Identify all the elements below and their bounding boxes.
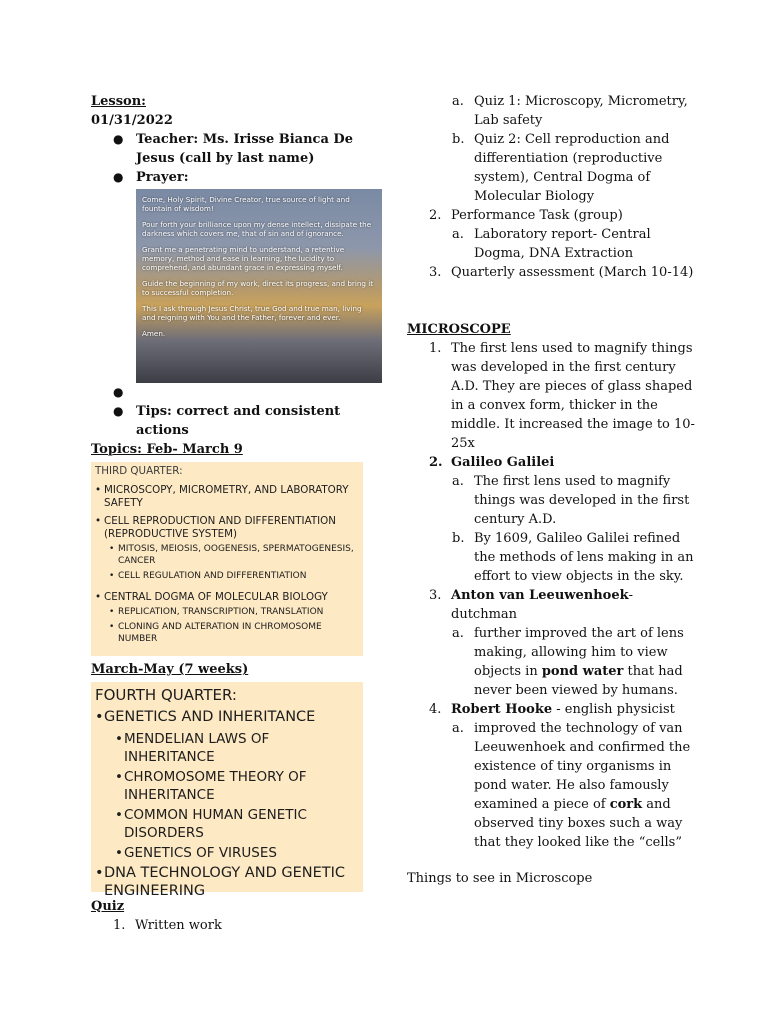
topic-text: MICROSCOPY, MICROMETRY, AND LABORATORY SAFETY	[104, 484, 349, 509]
leeuwenhoek-name: Anton van Leeuwenhoek	[451, 588, 629, 603]
empty-bullet	[91, 383, 371, 402]
march-may-heading: March-May (7 weeks)	[91, 662, 249, 677]
fourth-quarter-title: FOURTH QUARTER:	[95, 686, 237, 704]
topic-subitem	[95, 607, 359, 619]
bullet-dot: •	[95, 865, 104, 881]
bullet-dot: •	[109, 544, 115, 554]
text-run: and observed tiny boxes such a way that they looked like the “cells”	[474, 797, 683, 850]
bullet-dot: ●	[113, 170, 124, 184]
bullet-dot: •	[95, 590, 102, 603]
topic-text: CENTRAL DOGMA OF MOLECULAR BIOLOGY	[104, 590, 328, 603]
written-work: Written work	[135, 918, 222, 933]
bullet-dot: •	[115, 845, 123, 861]
leeuwenhoek-line	[451, 586, 697, 624]
lesson-heading: Lesson:	[91, 94, 146, 109]
tips-text: Tips: correct and consistent actions	[136, 404, 341, 438]
galileo-sublist	[407, 472, 697, 586]
topic-subtext: COMMON HUMAN GENETIC DISORDERS	[124, 807, 307, 841]
left-column	[91, 92, 374, 935]
prayer-line: Grant me a penetrating mind to understand, a retentive memory, method and ease in learning, the lucidity to comprehend, and abundant grace in expressing myself.	[142, 245, 345, 272]
list-item	[91, 916, 371, 935]
topic-text: DNA TECHNOLOGY AND GENETIC ENGINEERING	[104, 865, 346, 899]
bullet-dot: ●	[113, 385, 124, 399]
text-run: further improved the art of lens making, allowing him to view objects in	[474, 626, 684, 679]
list-item	[452, 225, 697, 263]
leeuwenhoek-sublist	[407, 624, 697, 700]
bullet-dot: ●	[113, 132, 124, 146]
list-item	[407, 586, 697, 624]
bullet-dot: •	[95, 484, 102, 496]
bullet-dot: •	[115, 769, 123, 785]
hooke-desc: - english physicist	[552, 702, 675, 717]
topic-text: CELL REPRODUCTION AND DIFFERENTIATION (REPRODUCTIVE SYSTEM)	[104, 515, 336, 540]
right-column	[407, 92, 697, 888]
list-number: 1.	[429, 341, 442, 356]
list-number: 2.	[429, 455, 443, 470]
hooke-name: Robert Hooke	[451, 702, 553, 717]
list-letter: b.	[452, 132, 465, 147]
topic-subitem	[95, 844, 359, 862]
list-letter: a.	[452, 626, 464, 641]
prayer-line: Guide the beginning of my work, direct its progress, and bring it to successful completion.	[142, 279, 374, 297]
list-letter: a.	[452, 94, 464, 109]
list-number: 4.	[429, 702, 442, 717]
list-number: 1.	[113, 918, 126, 933]
topic-subtext: MENDELIAN LAWS OF INHERITANCE	[124, 731, 270, 765]
leeuwenhoek-desc: - dutchman	[451, 588, 634, 622]
quiz2-text: Quiz 2: Cell reproduction and differentiation (reproductive system), Central Dogma of Molecular Biology	[474, 132, 670, 204]
topic-subtext: MITOSIS, MEIOSIS, OOGENESIS, SPERMATOGENESIS, CANCER	[118, 544, 354, 566]
topic-subitem	[95, 544, 359, 567]
bullet-dot: ●	[113, 404, 124, 418]
prayer-image	[136, 189, 382, 383]
topic-subitem	[95, 730, 359, 766]
list-item	[452, 624, 697, 700]
prayer-line: Amen.	[142, 329, 166, 338]
list-item	[407, 700, 697, 719]
topic-text: GENETICS AND INHERITANCE	[104, 709, 316, 725]
bullet-dot: •	[109, 606, 115, 617]
topic-item	[95, 591, 359, 604]
quiz1-text: Quiz 1: Microscopy, Micrometry, Lab safety	[474, 94, 688, 128]
microscope-heading: MICROSCOPE	[407, 322, 511, 337]
list-item	[452, 92, 697, 130]
list-letter: a.	[452, 721, 464, 736]
prayer-line: Pour forth your brilliance upon my dense intellect, dissipate the darkness which covers me, that of sin and of ignorance.	[142, 220, 372, 238]
hooke-sublist	[407, 719, 697, 852]
galileo-a: The first lens used to magnify things was developed in the first century A.D.	[474, 474, 690, 527]
prayer-bullet	[91, 168, 371, 187]
topics-heading: Topics: Feb- March 9	[91, 442, 243, 457]
quiz-sublist	[407, 92, 697, 206]
bullet-dot: •	[109, 571, 115, 581]
prayer-line: Come, Holy Spirit, Divine Creator, true source of light and fountain of wisdom!	[142, 195, 350, 213]
third-quarter-title: THIRD QUARTER:	[95, 465, 183, 477]
galileo-b: By 1609, Galileo Galilei refined the methods of lens making in an effort to view objects in the sky.	[474, 531, 694, 584]
bullet-dot: •	[95, 709, 104, 725]
topic-subitem	[95, 806, 359, 842]
list-letter: b.	[452, 531, 465, 546]
microscope-p1: The first lens used to magnify things was developed in the first century A.D. They are pieces of glass shaped in a convex form, thicker in the middle. It increased the image to 10-25x	[451, 341, 695, 451]
list-item	[452, 472, 697, 529]
list-item	[407, 339, 697, 453]
topic-subtext: CHROMOSOME THEORY OF INHERITANCE	[124, 769, 307, 803]
galileo-name: Galileo Galilei	[451, 455, 555, 470]
teacher-bullet	[91, 130, 371, 168]
quiz-heading: Quiz	[91, 899, 125, 914]
lab-report-text: Laboratory report- Central Dogma, DNA Extraction	[474, 227, 651, 261]
list-item	[452, 719, 697, 852]
topic-item	[95, 484, 359, 510]
topic-item	[95, 515, 359, 541]
bullet-dot: •	[115, 807, 123, 823]
topic-subitem	[95, 571, 359, 583]
topic-subtext: GENETICS OF VIRUSES	[124, 845, 277, 861]
text-run-bold: cork	[609, 797, 643, 812]
performance-sublist	[407, 225, 697, 263]
performance-text: Performance Task (group)	[451, 208, 623, 223]
topic-subtext: CLONING AND ALTERATION IN CHROMOSOME NUMBER	[118, 622, 322, 644]
topic-item	[95, 708, 359, 726]
bullet-dot: •	[95, 515, 102, 527]
list-number: 3.	[429, 588, 442, 603]
lesson-date: 01/31/2022	[91, 113, 173, 128]
prayer-label: Prayer:	[136, 170, 189, 185]
topic-subitem	[95, 768, 359, 804]
topic-item	[95, 864, 359, 900]
bullet-dot: •	[115, 731, 123, 747]
bullet-dot: •	[109, 622, 115, 632]
teacher-text: Teacher: Ms. Irisse Bianca De Jesus (call by last name)	[136, 132, 353, 166]
tips-bullet	[91, 402, 371, 440]
list-item	[452, 529, 697, 586]
list-item	[407, 453, 697, 472]
fourth-quarter-box	[91, 682, 363, 899]
text-run-bold: pond water	[541, 664, 624, 679]
list-item	[407, 206, 697, 225]
topic-subtext: CELL REGULATION AND DIFFERENTIATION	[118, 571, 307, 581]
list-item	[452, 130, 697, 206]
list-number: 2.	[429, 208, 442, 223]
prayer-line: This I ask through Jesus Christ, true God and true man, living and reigning with You and the Father, forever and ever.	[142, 304, 362, 322]
leeuwenhoek-a	[474, 624, 697, 700]
text-run: that had never been viewed by humans.	[474, 664, 683, 698]
quarterly-text: Quarterly assessment (March 10-14)	[451, 265, 694, 280]
list-item	[407, 263, 697, 282]
list-letter: a.	[452, 227, 464, 242]
hooke-line	[451, 700, 675, 719]
third-quarter-box	[91, 462, 363, 656]
list-letter: a.	[452, 474, 464, 489]
list-number: 3.	[429, 265, 442, 280]
topic-subitem	[95, 622, 359, 645]
text-run: improved the technology of van Leeuwenhoek and confirmed the existence of tiny organisms in pond water. He also famously examined a piece of	[474, 721, 691, 812]
things-to-see: Things to see in Microscope	[407, 871, 593, 886]
hooke-a	[474, 719, 697, 852]
topic-subtext: REPLICATION, TRANSCRIPTION, TRANSLATION	[118, 606, 324, 617]
